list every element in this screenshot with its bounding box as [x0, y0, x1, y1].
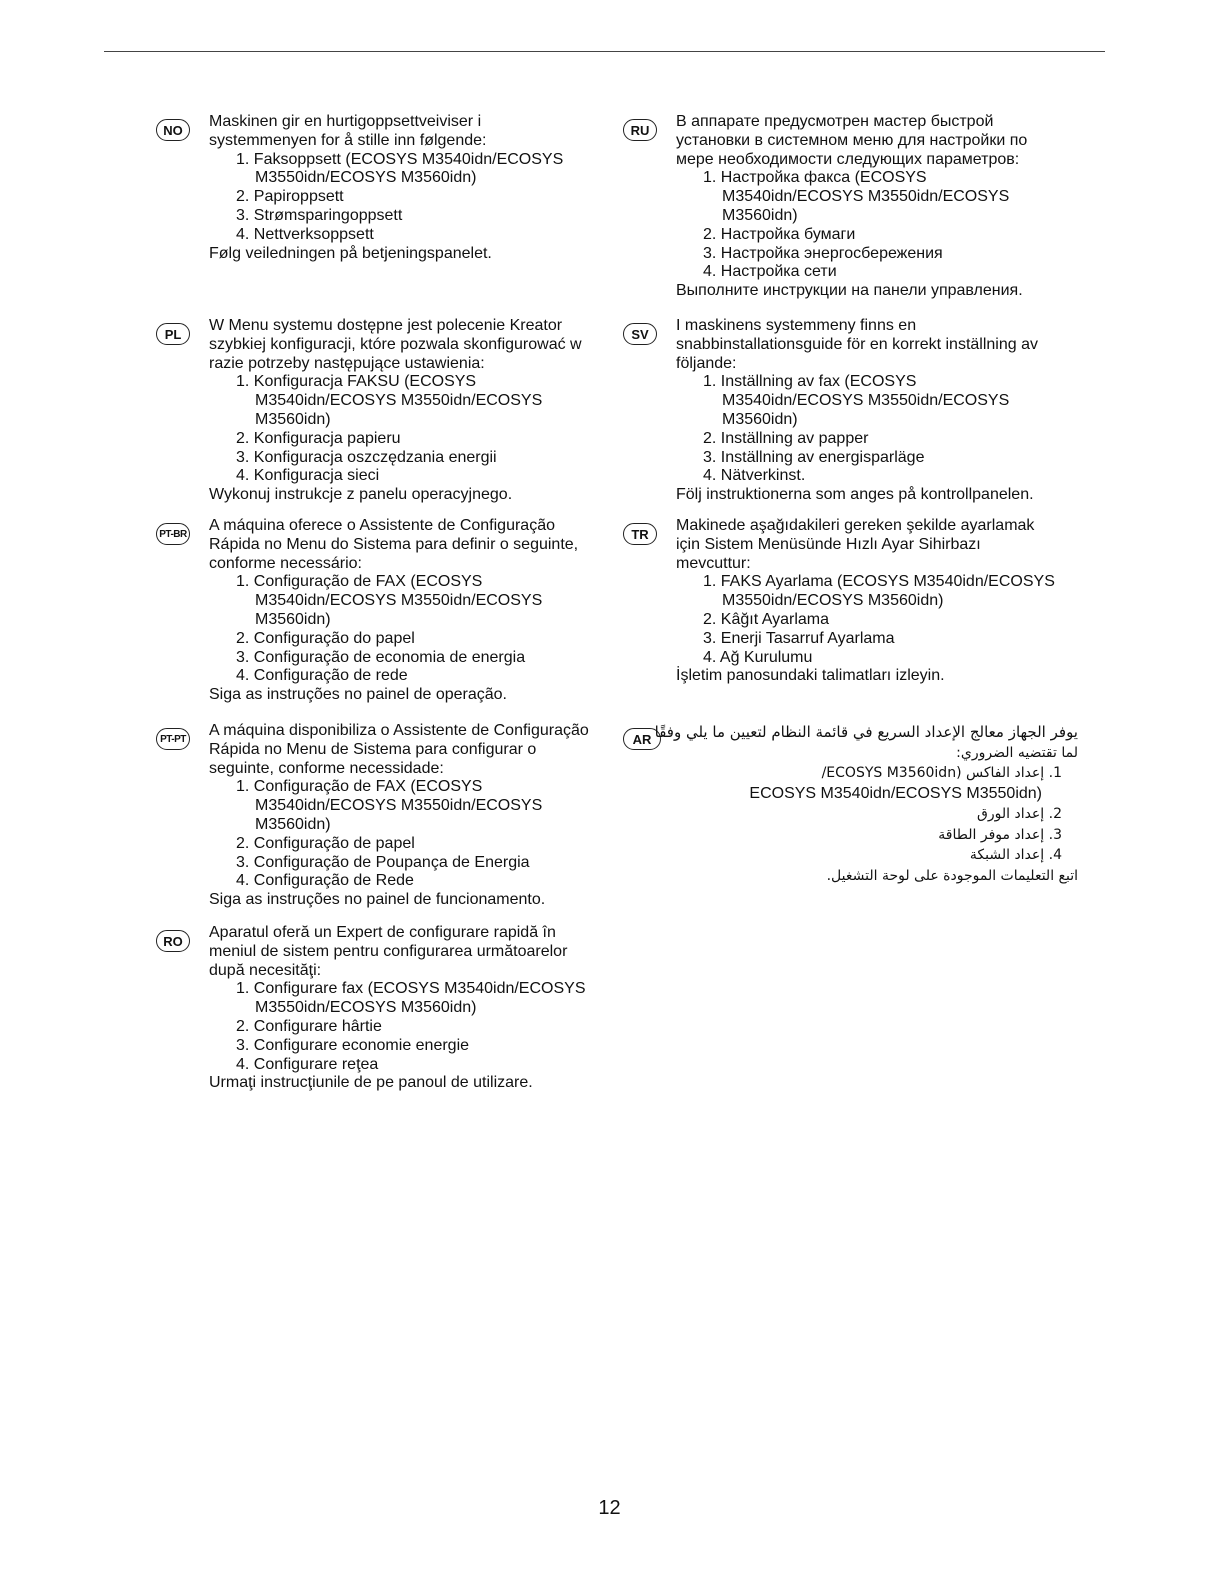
list-item: 3. Strømsparingoppsett	[236, 206, 403, 224]
list-item: 2. Papiroppsett	[236, 188, 344, 206]
intro-line: Maskinen gir en hurtigoppsettveiviser i	[209, 113, 482, 130]
intro-line: mevcuttur:	[676, 554, 751, 572]
intro-line: لما تقتضيه الضروري:	[956, 744, 1078, 761]
list-item-continuation: M3560idn)	[255, 815, 331, 833]
intro-line: snabbinstallationsguide för en korrekt inställning av	[676, 335, 1038, 353]
list-item-continuation: M3540idn/ECOSYS M3550idn/ECOSYS	[255, 592, 543, 610]
list-item-continuation: M3560idn)	[722, 206, 798, 224]
list-item: 2. Inställning av papper	[703, 429, 869, 447]
list-item-continuation: M3540idn/ECOSYS M3550idn/ECOSYS	[255, 797, 543, 815]
list-item: 2. Configurare hârtie	[236, 1017, 382, 1035]
list-item: 1. إعداد الفاكس (ECOSYS M3560idn/	[821, 765, 1062, 781]
intro-line: Rápida no Menu do Sistema para definir o seguinte,	[209, 535, 579, 553]
section-ro-text	[209, 924, 586, 1093]
intro-line: için Sistem Menüsünde Hızlı Ayar Sihirbazı	[676, 535, 981, 553]
intro-line: I maskinens systemmeny finns en	[676, 317, 917, 334]
instruction-line: Urmaţi instrucţiunile de pe panoul de utilizare.	[209, 1074, 533, 1092]
instruction-line: Følg veiledningen på betjeningspanelet.	[209, 244, 492, 262]
list-item-continuation: M3540idn/ECOSYS M3550idn/ECOSYS	[722, 188, 1010, 206]
list-item: 2. Kâğıt Ayarlama	[703, 610, 829, 628]
language-badge-sv: SV	[623, 323, 657, 345]
list-item: 1. FAKS Ayarlama (ECOSYS M3540idn/ECOSYS	[703, 573, 1055, 591]
intro-line: după necesităţi:	[209, 961, 322, 979]
section-ar-text	[623, 722, 1078, 886]
instruction-line: Siga as instruções no painel de funcionamento.	[209, 891, 546, 909]
language-badge-pt-br: PT-BR	[156, 523, 190, 545]
language-badge-ru: RU	[623, 119, 657, 141]
intro-line: meniul de sistem pentru configurarea următoarelor	[209, 942, 568, 960]
list-item-continuation: M3540idn/ECOSYS M3550idn/ECOSYS	[722, 392, 1010, 410]
list-item: 4. Configuração de Rede	[236, 872, 414, 890]
list-item: 4. إعداد الشبكة	[969, 847, 1062, 863]
list-item: 1. Configuração de FAX (ECOSYS	[236, 573, 483, 591]
section-ru-text	[676, 113, 1027, 301]
intro-line: يوفر الجهاز معالج الإعداد السريع في قائمة النظام لتعيين ما يلي وفقًا	[654, 723, 1078, 741]
instruction-line: Följ instruktionerna som anges på kontrollpanelen.	[676, 486, 1034, 504]
section-pl-text	[209, 317, 582, 505]
intro-line: systemmenyen for å stille inn følgende:	[209, 131, 487, 149]
list-item-continuation: ECOSYS M3540idn/ECOSYS M3550idn)	[749, 784, 1042, 802]
list-item-continuation: M3560idn)	[255, 410, 331, 428]
list-item: 1. Faksoppsett (ECOSYS M3540idn/ECOSYS	[236, 150, 564, 168]
list-item: 1. Inställning av fax (ECOSYS	[703, 373, 917, 391]
page-number: 12	[598, 1497, 621, 1519]
instruction-line: اتبع التعليمات الموجودة على لوحة التشغيل.	[826, 867, 1078, 884]
section-pt-br-text	[209, 517, 578, 705]
list-item: 3. Inställning av energisparläge	[703, 448, 925, 466]
list-item: 4. Настройка сети	[703, 263, 837, 281]
intro-line: В аппарате предусмотрен мастер быстрой	[676, 113, 994, 130]
language-badge-ro: RO	[156, 930, 190, 952]
list-item-continuation: M3550idn/ECOSYS M3560idn)	[255, 999, 477, 1017]
list-item: 3. Configurare economie energie	[236, 1036, 470, 1054]
list-item: 3. Настройка энергосбережения	[703, 244, 943, 262]
section-no-text	[209, 113, 563, 263]
list-item: 4. Ağ Kurulumu	[703, 648, 813, 666]
intro-line: A máquina oferece o Assistente de Configuração	[209, 517, 555, 534]
instruction-line: Wykonuj instrukcje z panelu operacyjnego.	[209, 486, 513, 504]
intro-line: W Menu systemu dostępne jest polecenie Kreator	[209, 317, 563, 334]
list-item: 3. Configuração de Poupança de Energia	[236, 853, 530, 871]
language-badge-pl: PL	[156, 323, 190, 345]
top-rule	[104, 51, 1105, 52]
list-item: 2. Configuração de papel	[236, 834, 415, 852]
list-item: 2. Настройка бумаги	[703, 225, 856, 243]
list-item: 4. Nettverksoppsett	[236, 225, 374, 243]
language-badge-pt-pt: PT-PT	[156, 728, 190, 750]
list-item: 2. Configuração do papel	[236, 629, 415, 647]
list-item: 1. Настройка факса (ECOSYS	[703, 169, 927, 187]
language-badge-no: NO	[156, 119, 190, 141]
intro-line: A máquina disponibiliza o Assistente de Configuração	[209, 722, 589, 739]
intro-line: conforme necessário:	[209, 554, 362, 572]
intro-line: Rápida no Menu de Sistema para configurar o	[209, 740, 537, 758]
list-item-continuation: M3560idn)	[722, 410, 798, 428]
intro-line: Aparatul oferă un Expert de configurare rapidă în	[209, 924, 556, 941]
intro-line: razie potrzeby następujące ustawienia:	[209, 354, 485, 372]
intro-line: seguinte, conforme necessidade:	[209, 759, 444, 777]
list-item-continuation: M3550idn/ECOSYS M3560idn)	[255, 169, 477, 187]
section-tr-text	[676, 517, 1055, 686]
language-badge-tr: TR	[623, 523, 657, 545]
list-item: 4. Nätverkinst.	[703, 467, 806, 485]
list-item-continuation: M3540idn/ECOSYS M3550idn/ECOSYS	[255, 392, 543, 410]
instruction-line: Выполните инструкции на панели управления.	[676, 282, 1023, 300]
list-item: 2. Konfiguracja papieru	[236, 429, 401, 447]
intro-line: Makinede aşağıdakileri gereken şekilde ayarlamak	[676, 517, 1035, 534]
list-item: 1. Configurare fax (ECOSYS M3540idn/ECOSYS	[236, 980, 586, 998]
list-item: 4. Konfiguracja sieci	[236, 467, 380, 485]
list-item: 3. Enerji Tasarruf Ayarlama	[703, 629, 895, 647]
intro-line: мере необходимости следующих параметров:	[676, 150, 1020, 168]
section-pt-pt-text	[209, 722, 589, 910]
instruction-line: İşletim panosundaki talimatları izleyin.	[676, 667, 945, 685]
intro-line: szybkiej konfiguracji, które pozwala skonfigurować w	[209, 335, 582, 353]
language-badge-ar: AR	[623, 728, 661, 750]
list-item: 3. إعداد موفر الطاقة	[938, 826, 1062, 843]
list-item: 1. Configuração de FAX (ECOSYS	[236, 778, 483, 796]
intro-line: följande:	[676, 354, 737, 372]
instruction-line: Siga as instruções no painel de operação.	[209, 686, 507, 704]
list-item: 3. Configuração de economia de energia	[236, 648, 526, 666]
list-item: 4. Configurare reţea	[236, 1055, 379, 1073]
list-item: 4. Configuração de rede	[236, 667, 408, 685]
intro-line: установки в системном меню для настройки по	[676, 131, 1028, 149]
list-item-continuation: M3560idn)	[255, 610, 331, 628]
list-item: 3. Konfiguracja oszczędzania energii	[236, 448, 497, 466]
list-item-continuation: M3550idn/ECOSYS M3560idn)	[722, 592, 944, 610]
section-sv-text	[676, 317, 1038, 505]
list-item: 1. Konfiguracja FAKSU (ECOSYS	[236, 373, 477, 391]
list-item: 2. إعداد الورق	[977, 806, 1062, 822]
